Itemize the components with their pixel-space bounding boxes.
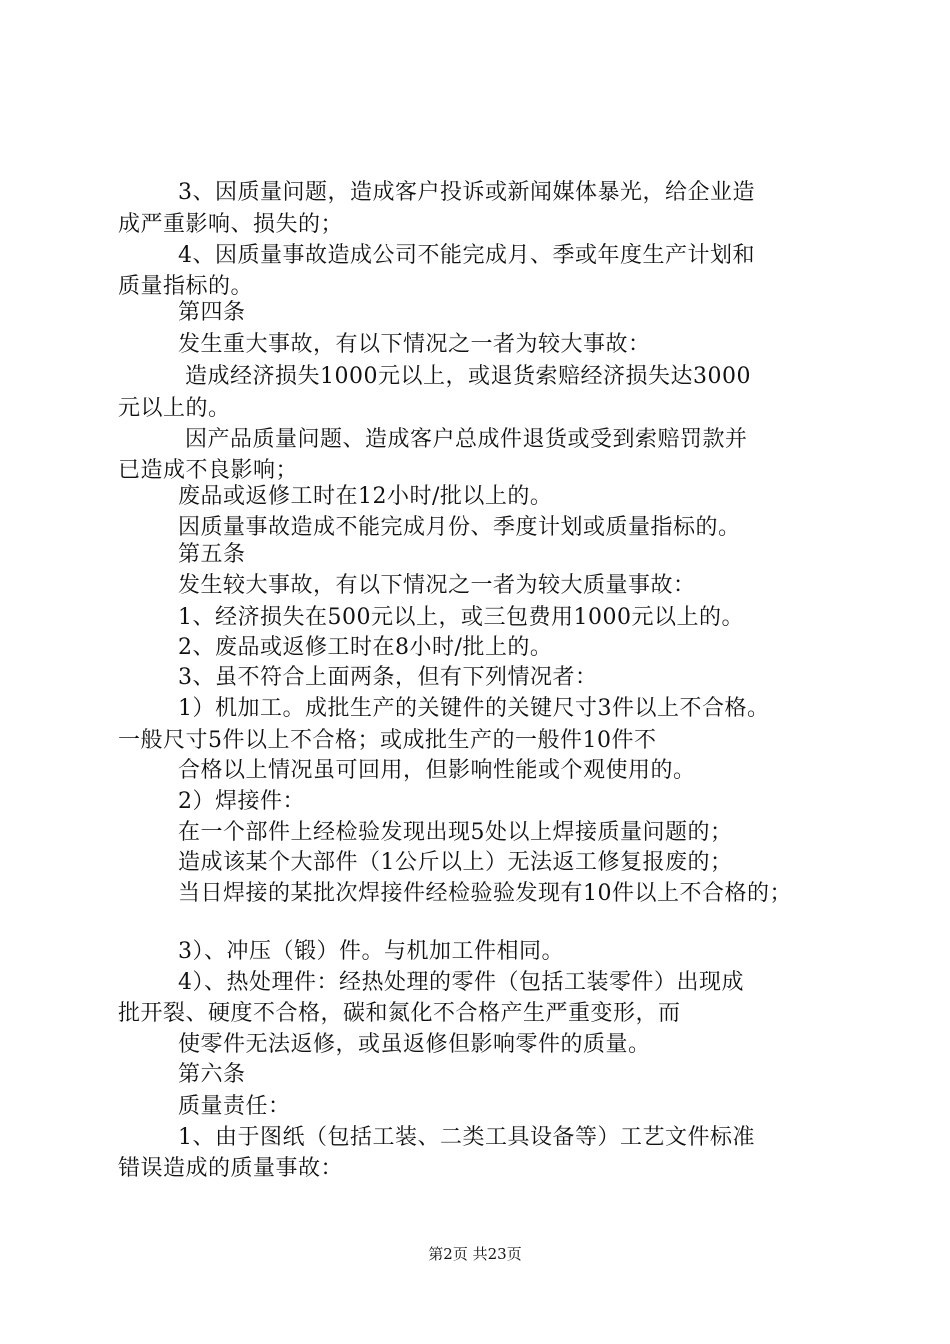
section-heading: 第四条 [178, 300, 246, 325]
text-line: 造成经济损失1000元以上，或退货索赔经济损失达3000 [185, 364, 751, 389]
text-line: 4、因质量事故造成公司不能完成月、季或年度生产计划和 [178, 243, 755, 268]
text-line: 当日焊接的某批次焊接件经检验验发现有10件以上不合格的； [178, 881, 792, 906]
text-line: 一般尺寸5件以上不合格；或成批生产的一般件10件不 [118, 728, 657, 753]
text-line: 批开裂、硬度不合格，碳和氮化不合格产生严重变形，而 [118, 1001, 681, 1026]
text-line: 1）机加工。成批生产的关键件的关键尺寸3件以上不合格。 [178, 696, 770, 721]
text-line: 发生重大事故，有以下情况之一者为较大事故： [178, 332, 651, 357]
text-line: 成严重影响、损失的； [118, 212, 344, 237]
text-line: 质量责任： [178, 1094, 291, 1119]
text-line: 合格以上情况虽可回用，但影响性能或个观使用的。 [178, 758, 696, 783]
text-line: 4）、热处理件：经热处理的零件（包括工装零件）出现成 [178, 970, 744, 995]
text-line: 造成该某个大部件（1公斤以上）无法返工修复报废的； [178, 850, 733, 875]
text-line: 3、因质量问题，造成客户投诉或新闻媒体暴光，给企业造 [178, 180, 755, 205]
text-line: 元以上的。 [118, 396, 231, 421]
text-line: 错误造成的质量事故： [118, 1156, 344, 1181]
text-line: 质量指标的。 [118, 274, 254, 299]
text-line: 使零件无法返修，或虽返修但影响零件的质量。 [178, 1032, 651, 1057]
text-line: 3、虽不符合上面两条，但有下列情况者： [178, 665, 598, 690]
text-line: 3）、冲压（锻）件。与机加工件相同。 [178, 939, 564, 964]
text-line: 2）焊接件： [178, 789, 305, 814]
text-line: 因产品质量问题、造成客户总成件退货或受到索赔罚款并 [185, 427, 748, 452]
text-line: 废品或返修工时在12小时/批以上的。 [178, 484, 553, 509]
text-line: 发生较大事故，有以下情况之一者为较大质量事故： [178, 573, 696, 598]
text-line: 1、经济损失在500元以上，或三包费用1000元以上的。 [178, 605, 744, 630]
section-heading: 第六条 [178, 1062, 246, 1087]
text-line: 2、废品或返修工时在8小时/批上的。 [178, 635, 553, 660]
section-heading: 第五条 [178, 542, 246, 567]
page-number: 第2页 共23页 [428, 1245, 522, 1263]
text-line: 1、由于图纸（包括工装、二类工具设备等）工艺文件标准 [178, 1125, 755, 1150]
text-line: 在一个部件上经检验发现出现5处以上焊接质量问题的； [178, 820, 733, 845]
text-line: 因质量事故造成不能完成月份、季度计划或质量指标的。 [178, 515, 741, 540]
text-line: 已造成不良影响； [118, 458, 299, 483]
